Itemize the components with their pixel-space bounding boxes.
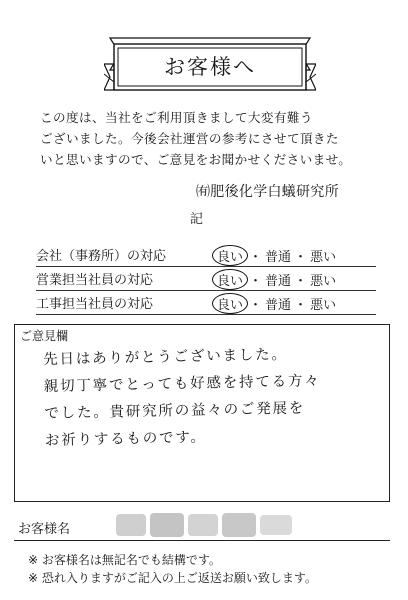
rating-row-sales [36, 266, 376, 291]
customer-name-row [14, 512, 390, 541]
intro-line: ございました。今後会社運営の参考にさせて頂きた [40, 131, 339, 146]
rating-choices: 良い ・ 普通 ・ 悪い [216, 245, 338, 266]
comment-label: ご意見欄 [20, 329, 69, 343]
note-line: ※ 恐れ入りますがご記入の上ご返送お願い致します。 [28, 571, 317, 585]
choice-bad[interactable]: 悪い [310, 298, 337, 313]
intro-line: いと思いますので、ご意見をお聞かせくださいませ。 [40, 152, 352, 167]
ki-heading: 記 [190, 212, 204, 227]
redacted-name-blur [110, 512, 300, 538]
comment-line: 先日はありがとうございました。 [43, 346, 288, 368]
comment-box[interactable] [14, 324, 390, 502]
rating-choices: 良い ・ 普通 ・ 悪い [216, 293, 338, 314]
choice-good-selected[interactable]: 良い [212, 269, 248, 290]
rating-label: 会社（事務所）の対応 [36, 249, 167, 264]
rating-choices: 良い ・ 普通 ・ 悪い [216, 269, 338, 290]
choice-bad[interactable]: 悪い [310, 250, 337, 265]
intro-line: この度は、当社をご利用頂きまして大変有難う [40, 110, 313, 125]
choice-normal[interactable]: 普通 [265, 250, 292, 265]
comment-line: 親切丁寧でとっても好感を持てる方々 [43, 373, 321, 395]
choice-good-selected[interactable]: 良い [212, 245, 248, 266]
choice-normal[interactable]: 普通 [265, 298, 292, 313]
comment-line: お祈りするものです。 [44, 429, 207, 449]
title-banner [104, 30, 316, 104]
choice-normal[interactable]: 普通 [265, 274, 292, 289]
rating-row-construction [36, 290, 376, 315]
customer-name-label: お客様名 [18, 522, 71, 537]
note-line: ※ お客様名は無記名でも結構です。 [28, 553, 221, 567]
handwritten-comment [43, 340, 385, 455]
choice-bad[interactable]: 悪い [310, 274, 337, 289]
comment-line: でした。貴研究所の益々のご発展を [44, 400, 306, 422]
rating-row-company [36, 242, 376, 267]
intro-text [40, 107, 380, 170]
footer-notes [28, 551, 317, 587]
choice-good-selected[interactable]: 良い [212, 293, 248, 314]
company-name: ㈲肥後化学白蟻研究所 [196, 184, 339, 200]
page-title: お客様へ [164, 55, 256, 79]
rating-label: 営業担当社員の対応 [36, 273, 154, 288]
rating-label: 工事担当社員の対応 [36, 297, 154, 312]
